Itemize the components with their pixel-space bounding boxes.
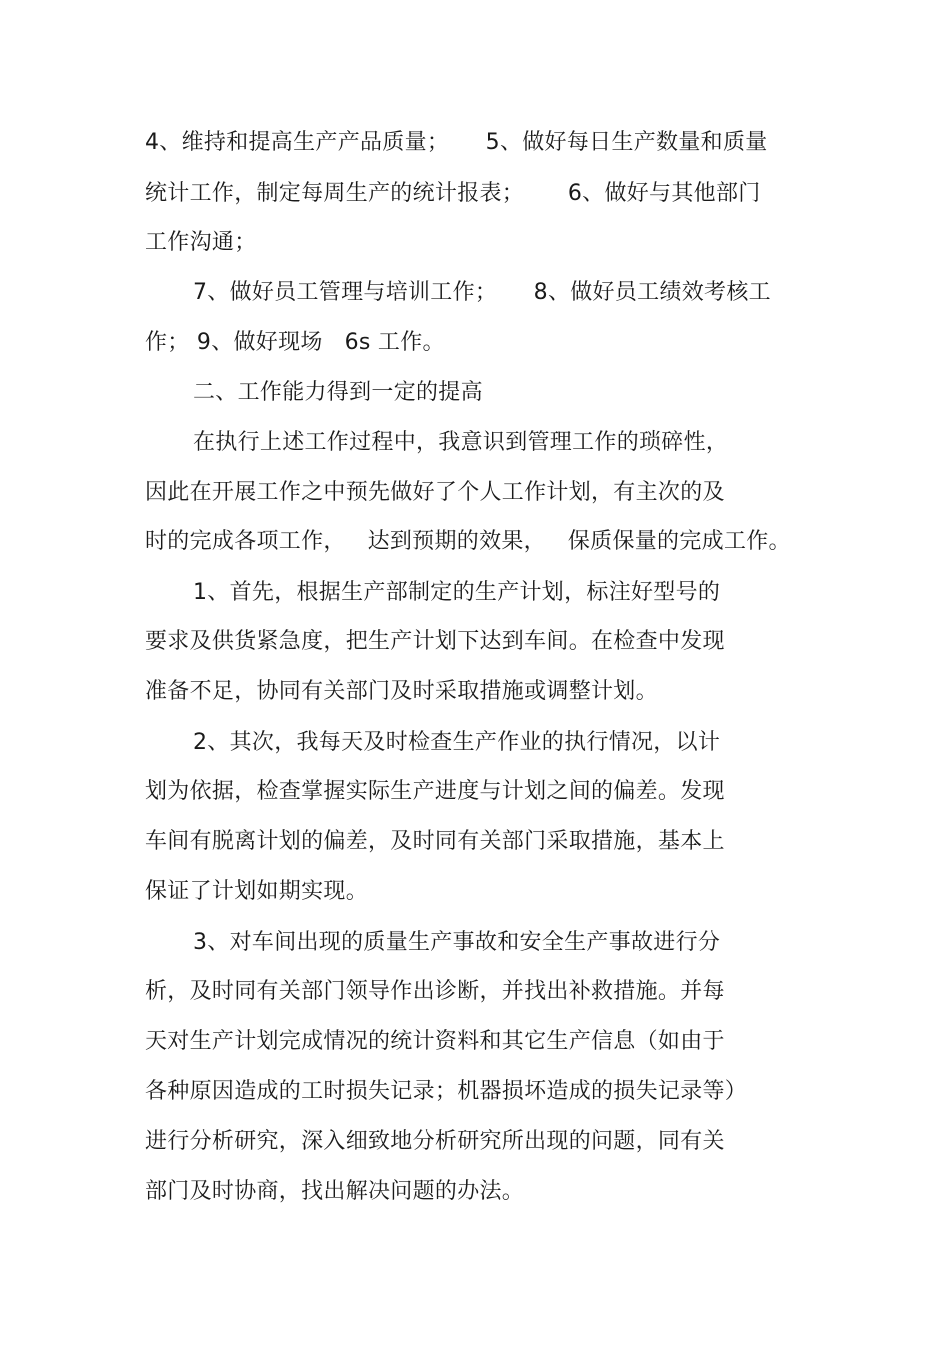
text-line: 要求及供货紧急度，把生产计划下达到车间。在检查中发现: [145, 629, 725, 654]
text-line: 部门及时协商，找出解决问题的办法。: [145, 1179, 525, 1204]
text-line: 因此在开展工作之中预先做好了个人工作计划，有主次的及: [145, 480, 725, 505]
text-line: 车间有脱离计划的偏差，及时同有关部门采取措施，基本上: [145, 829, 725, 854]
text-line: 7、做好员工管理与培训工作； 8、做好员工绩效考核工: [193, 280, 771, 305]
section-heading: 二、工作能力得到一定的提高: [193, 380, 483, 405]
text-line: 1、首先，根据生产部制定的生产计划，标注好型号的: [193, 580, 721, 605]
text-line: 划为依据，检查掌握实际生产进度与计划之间的偏差。发现: [145, 779, 725, 804]
text-line: 工作沟通；: [145, 230, 257, 255]
text-line: 析，及时同有关部门领导作出诊断，并找出补救措施。并每: [145, 979, 725, 1004]
text-line: 在执行上述工作过程中，我意识到管理工作的琐碎性，: [193, 430, 729, 455]
text-line: 准备不足，协同有关部门及时采取措施或调整计划。: [145, 679, 658, 704]
text-line: 统计工作，制定每周生产的统计报表； 6、做好与其他部门: [145, 181, 761, 206]
text-line: 保证了计划如期实现。: [145, 879, 369, 904]
text-line: 作； 9、做好现场 6s 工作。: [145, 330, 445, 355]
text-line: 4、维持和提高生产产品质量； 5、做好每日生产数量和质量: [145, 130, 768, 155]
text-line: 天对生产计划完成情况的统计资料和其它生产信息（如由于: [145, 1029, 725, 1054]
text-line: 进行分析研究，深入细致地分析研究所出现的问题，同有关: [145, 1129, 725, 1154]
text-line: 2、其次，我每天及时检查生产作业的执行情况，以计: [193, 730, 721, 755]
text-line: 各种原因造成的工时损失记录；机器损坏造成的损失记录等）: [145, 1079, 748, 1104]
text-line: 3、对车间出现的质量生产事故和安全生产事故进行分: [193, 930, 721, 955]
text-line: 时的完成各项工作， 达到预期的效果， 保质保量的完成工作。: [145, 529, 791, 554]
